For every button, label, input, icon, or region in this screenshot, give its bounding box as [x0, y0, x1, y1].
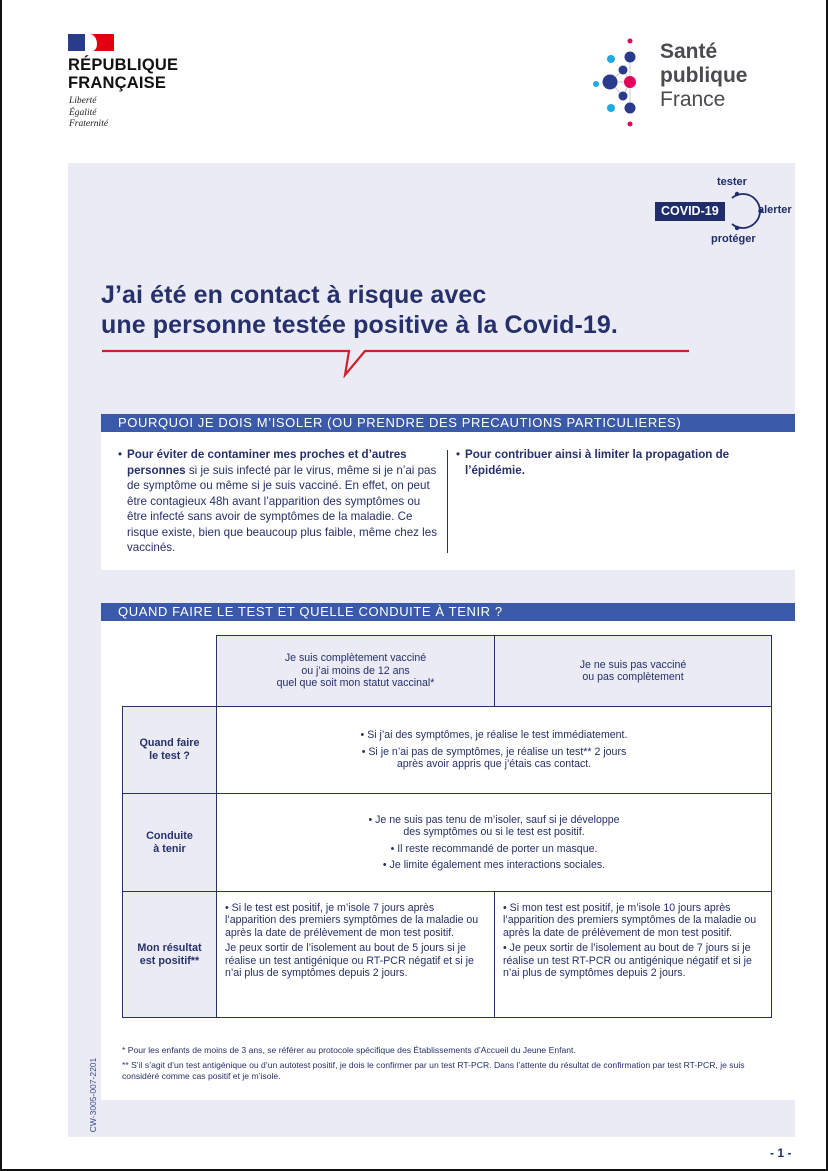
row-body-positive-vaccinated	[216, 891, 495, 1018]
covid-badge	[655, 175, 800, 250]
motto-fraternite: Fraternité	[69, 119, 109, 129]
republique-name	[68, 56, 198, 92]
row-label-line: Quand faire	[139, 737, 200, 749]
row-body-positive-not-vaccinated	[494, 891, 772, 1018]
covid-alerter: alerter	[758, 204, 792, 216]
table-item: • Si le test est positif, je m’isole 7 jours après l’apparition des premiers symptômes de la maladie ou après la date de prélèvement de mon test positif.	[225, 902, 479, 939]
table-item: • Je ne suis pas tenu de m’isoler, sauf si je développe	[368, 813, 620, 826]
title-line2: une personne testée positive à la Covid-19.	[101, 311, 618, 339]
table-item: • Si j’ai des symptômes, je réalise le test immédiatement.	[360, 729, 628, 742]
why-left-bold: Pour éviter de contaminer mes proches et d’autres personnes	[127, 448, 407, 477]
speech-underline-icon	[101, 348, 691, 378]
row-label-line: à tenir	[153, 842, 186, 855]
bullet-icon: •	[456, 448, 461, 461]
covid-label: COVID-19	[655, 202, 725, 221]
title-line1: J’ai été en contact à risque avec	[101, 281, 487, 309]
spf-line3: France	[660, 88, 726, 111]
page-title	[101, 280, 721, 340]
why-right-item	[456, 447, 756, 478]
why-left-item	[118, 447, 440, 556]
row-body-conduct	[216, 793, 772, 892]
covid-proteger: protéger	[711, 233, 756, 245]
why-left-text: si je suis infecté par le virus, même si je n’ai pas de symptôme ou même si je suis vacciné. En effet, on peut être contagieux 48h avant l’apparition des symptômes ou être infecté sans avoir de symptômes de la maladie. Ce risque existe, bien que beaucoup plus faible, même chez les vaccinés.	[127, 463, 437, 554]
spf-line1: Santé	[660, 40, 718, 63]
col-header-line: ou pas complètement	[582, 671, 684, 683]
col-header-line: ou j’ai moins de 12 ans	[301, 664, 410, 677]
spf-wordmark	[660, 40, 748, 112]
row-label-line: est positif**	[139, 954, 200, 967]
table-item: Je peux sortir de l’isolement au bout de 5 jours si je réalise un test antigénique ou RT-PCR négatif et si je n’ai plus de symptômes depuis 2 jours.	[225, 942, 474, 980]
table-item: • Si je n’ai pas de symptômes, je réalise un test** 2 jours	[361, 745, 627, 758]
footnotes	[122, 1045, 762, 1086]
row-label-conduct	[122, 793, 217, 892]
spf-line2: publique	[660, 64, 748, 87]
table-item: des symptômes ou si le test est positif.	[403, 826, 585, 838]
motto-liberte: Liberté	[69, 96, 97, 106]
table-item: après avoir appris que j’étais cas contact.	[396, 758, 592, 771]
col-header-line: quel que soit mon statut vaccinal*	[276, 677, 435, 690]
col-header-not-vaccinated	[494, 635, 772, 707]
document-reference: CW-3005-007-2201	[88, 1057, 98, 1133]
col-header-vaccinated	[216, 635, 495, 707]
footnote-2: ** S’il s’agit d’un test antigénique ou d’un autotest positif, je dois le confirmer par un test RT-PCR. Dans l’attente du résultat de confirmation par test RT-PCR, je suis considéré comme cas positif et je m’isole.	[122, 1059, 745, 1081]
row-label-line: Conduite	[146, 829, 193, 842]
row-label-line: le test ?	[149, 750, 190, 762]
row-label-when-test	[122, 706, 217, 794]
table-item: • Il reste recommandé de porter un masque.	[390, 842, 598, 855]
motto-egalite: Égalité	[69, 107, 97, 118]
republique-line2: FRANÇAISE	[68, 74, 167, 92]
why-right-bold: Pour contribuer ainsi à limiter la propagation de l’épidémie.	[465, 448, 730, 477]
row-body-when-test	[216, 706, 772, 794]
republique-motto	[69, 96, 149, 131]
row-label-positive	[122, 891, 217, 1018]
row-label-line: Mon résultat	[137, 941, 202, 954]
section-why-heading: POURQUOI JE DOIS M’ISOLER (OU PRENDRE DES PRECAUTIONS PARTICULIERES)	[101, 414, 795, 432]
spf-molecule-icon	[590, 32, 660, 132]
table-item: • Je limite également mes interactions sociales.	[382, 859, 606, 871]
why-divider	[447, 450, 448, 553]
page-number: - 1 -	[770, 1146, 792, 1160]
republique-line1: RÉPUBLIQUE	[68, 56, 179, 74]
table-item: • Si mon test est positif, je m’isole 10 jours après l’apparition des premiers symptômes de la maladie ou après la date de prélèvement de mon test positif.	[503, 902, 757, 939]
section-when-heading: QUAND FAIRE LE TEST ET QUELLE CONDUITE À TENIR ?	[101, 603, 795, 621]
marianne-flag-icon	[68, 34, 114, 51]
col-header-line: Je ne suis pas vacciné	[579, 658, 687, 671]
footnote-1: * Pour les enfants de moins de 3 ans, se référer au protocole spécifique des Établissements d’Accueil du Jeune Enfant.	[122, 1045, 576, 1055]
covid-tester: tester	[717, 176, 747, 188]
bullet-icon: •	[118, 448, 123, 461]
col-header-line: Je suis complètement vacciné	[284, 652, 427, 665]
table-item: • Je peux sortir de l’isolement au bout de 7 jours si je réalise un test RT-PCR ou antigénique négatif et si je n’ai plus de symptômes depuis 2 jours.	[503, 942, 752, 980]
sante-publique-france-logo	[590, 32, 770, 132]
